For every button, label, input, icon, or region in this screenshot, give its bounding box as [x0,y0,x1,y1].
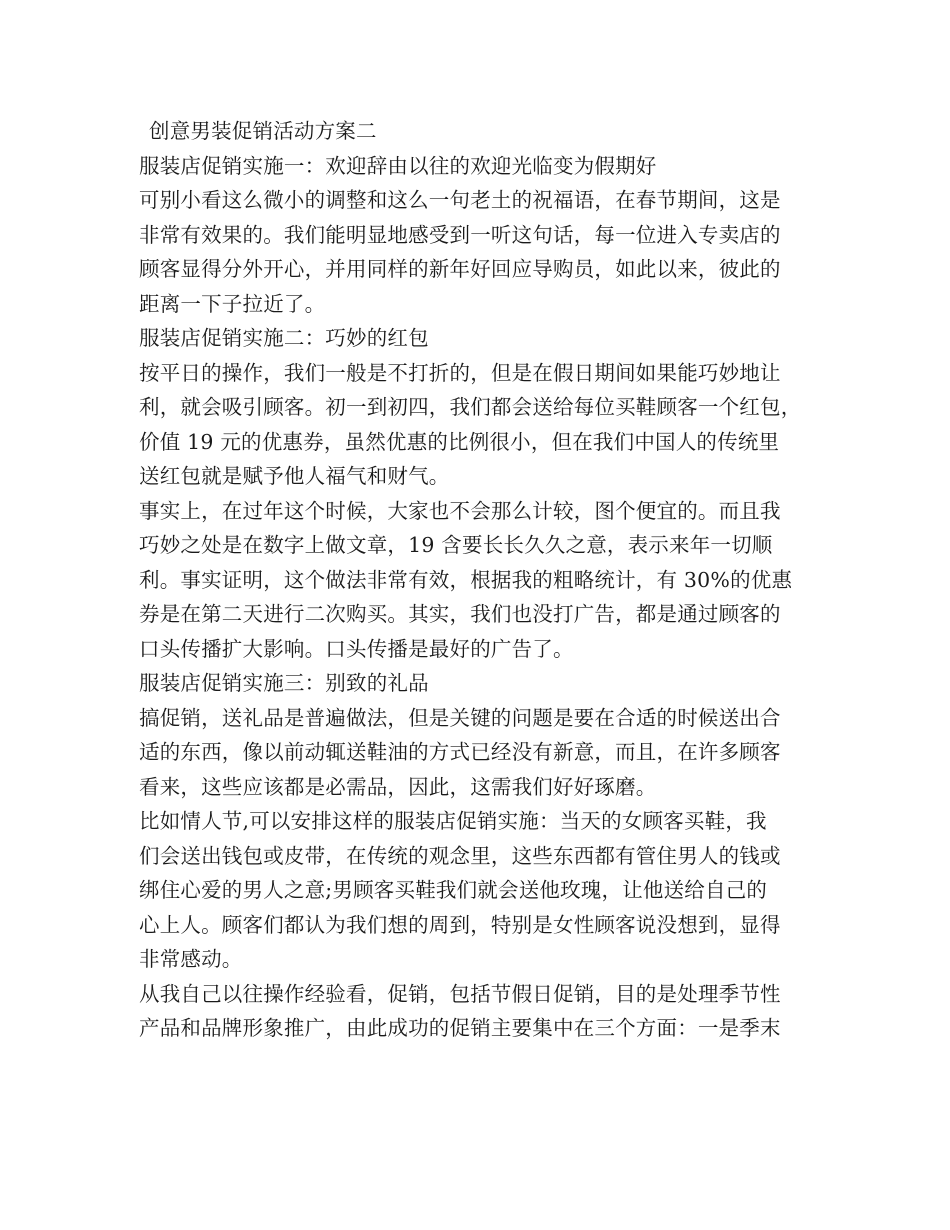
paragraph-line: 从我自己以往操作经验看，促销，包括节假日促销，目的是处理季节性 [139,981,781,1006]
section-heading-3: 服装店促销实施三：别致的礼品 [139,671,429,695]
paragraph-line: 产品和品牌形象推广，由此成功的促销主要集中在三个方面：一是季末 [139,1016,781,1040]
paragraph-line: 事实上，在过年这个时候，大家也不会那么计较，图个便宜的。而且我 [139,498,781,523]
paragraph-line: 券是在第二天进行二次购买。其实，我们也没打广告，都是通过顾客的 [139,602,781,626]
paragraph-line: 看来，这些应该都是必需品，因此，这需我们好好琢磨。 [139,774,657,799]
paragraph-line: 们会送出钱包或皮带，在传统的观念里，这些东西都有管住男人的钱或 [139,843,781,868]
paragraph-line: 比如情人节,可以安排这样的服装店促销实施：当天的女顾客买鞋，我 [139,809,767,833]
paragraph-line: 心上人。顾客们都认为我们想的周到，特别是女性顾客说没想到，显得 [139,912,781,937]
paragraph-line: 按平日的操作，我们一般是不打折的，但是在假日期间如果能巧妙地让 [139,360,781,385]
document-title: 创意男装促销活动方案二 [149,119,377,143]
paragraph-line: 口头传播扩大影响。口头传播是最好的广告了。 [139,636,574,661]
paragraph-line: 绑住心爱的男人之意;男顾客买鞋我们就会送他玫瑰，让他送给自己的 [139,878,768,902]
paragraph-line: 顾客显得分外开心，并用同样的新年好回应导购员，如此以来，彼此的 [139,257,781,281]
paragraph-line: 非常有效果的。我们能明显地感受到一听这句话，每一位进入专卖店的 [139,222,781,247]
paragraph-line: 适的东西，像以前动辄送鞋油的方式已经没有新意，而且，在许多顾客 [139,740,781,764]
paragraph-line: 价值 19 元的优惠券，虽然优惠的比例很小，但在我们中国人的传统里 [139,429,780,454]
paragraph-line: 送红包就是赋予他人福气和财气。 [139,464,450,488]
paragraph-line: 巧妙之处是在数字上做文章，19 含要长长久久之意，表示来年一切顺 [139,533,773,557]
paragraph-line: 可别小看这么微小的调整和这么一句老土的祝福语，在春节期间，这是 [139,188,781,212]
paragraph-line: 非常感动。 [139,947,243,971]
document-page [139,114,819,1046]
paragraph-line: 利。事实证明，这个做法非常有效，根据我的粗略统计，有 30%的优惠 [139,567,793,592]
paragraph-line: 利，就会吸引顾客。初一到初四，我们都会送给每位买鞋顾客一个红包， [139,395,802,419]
paragraph-line: 距离一下子拉近了。 [139,291,326,316]
section-heading-2: 服装店促销实施二：巧妙的红包 [139,326,429,350]
paragraph-line: 搞促销，送礼品是普遍做法，但是关键的问题是要在合适的时候送出合 [139,705,781,730]
section-heading-1: 服装店促销实施一：欢迎辞由以往的欢迎光临变为假期好 [139,153,657,178]
